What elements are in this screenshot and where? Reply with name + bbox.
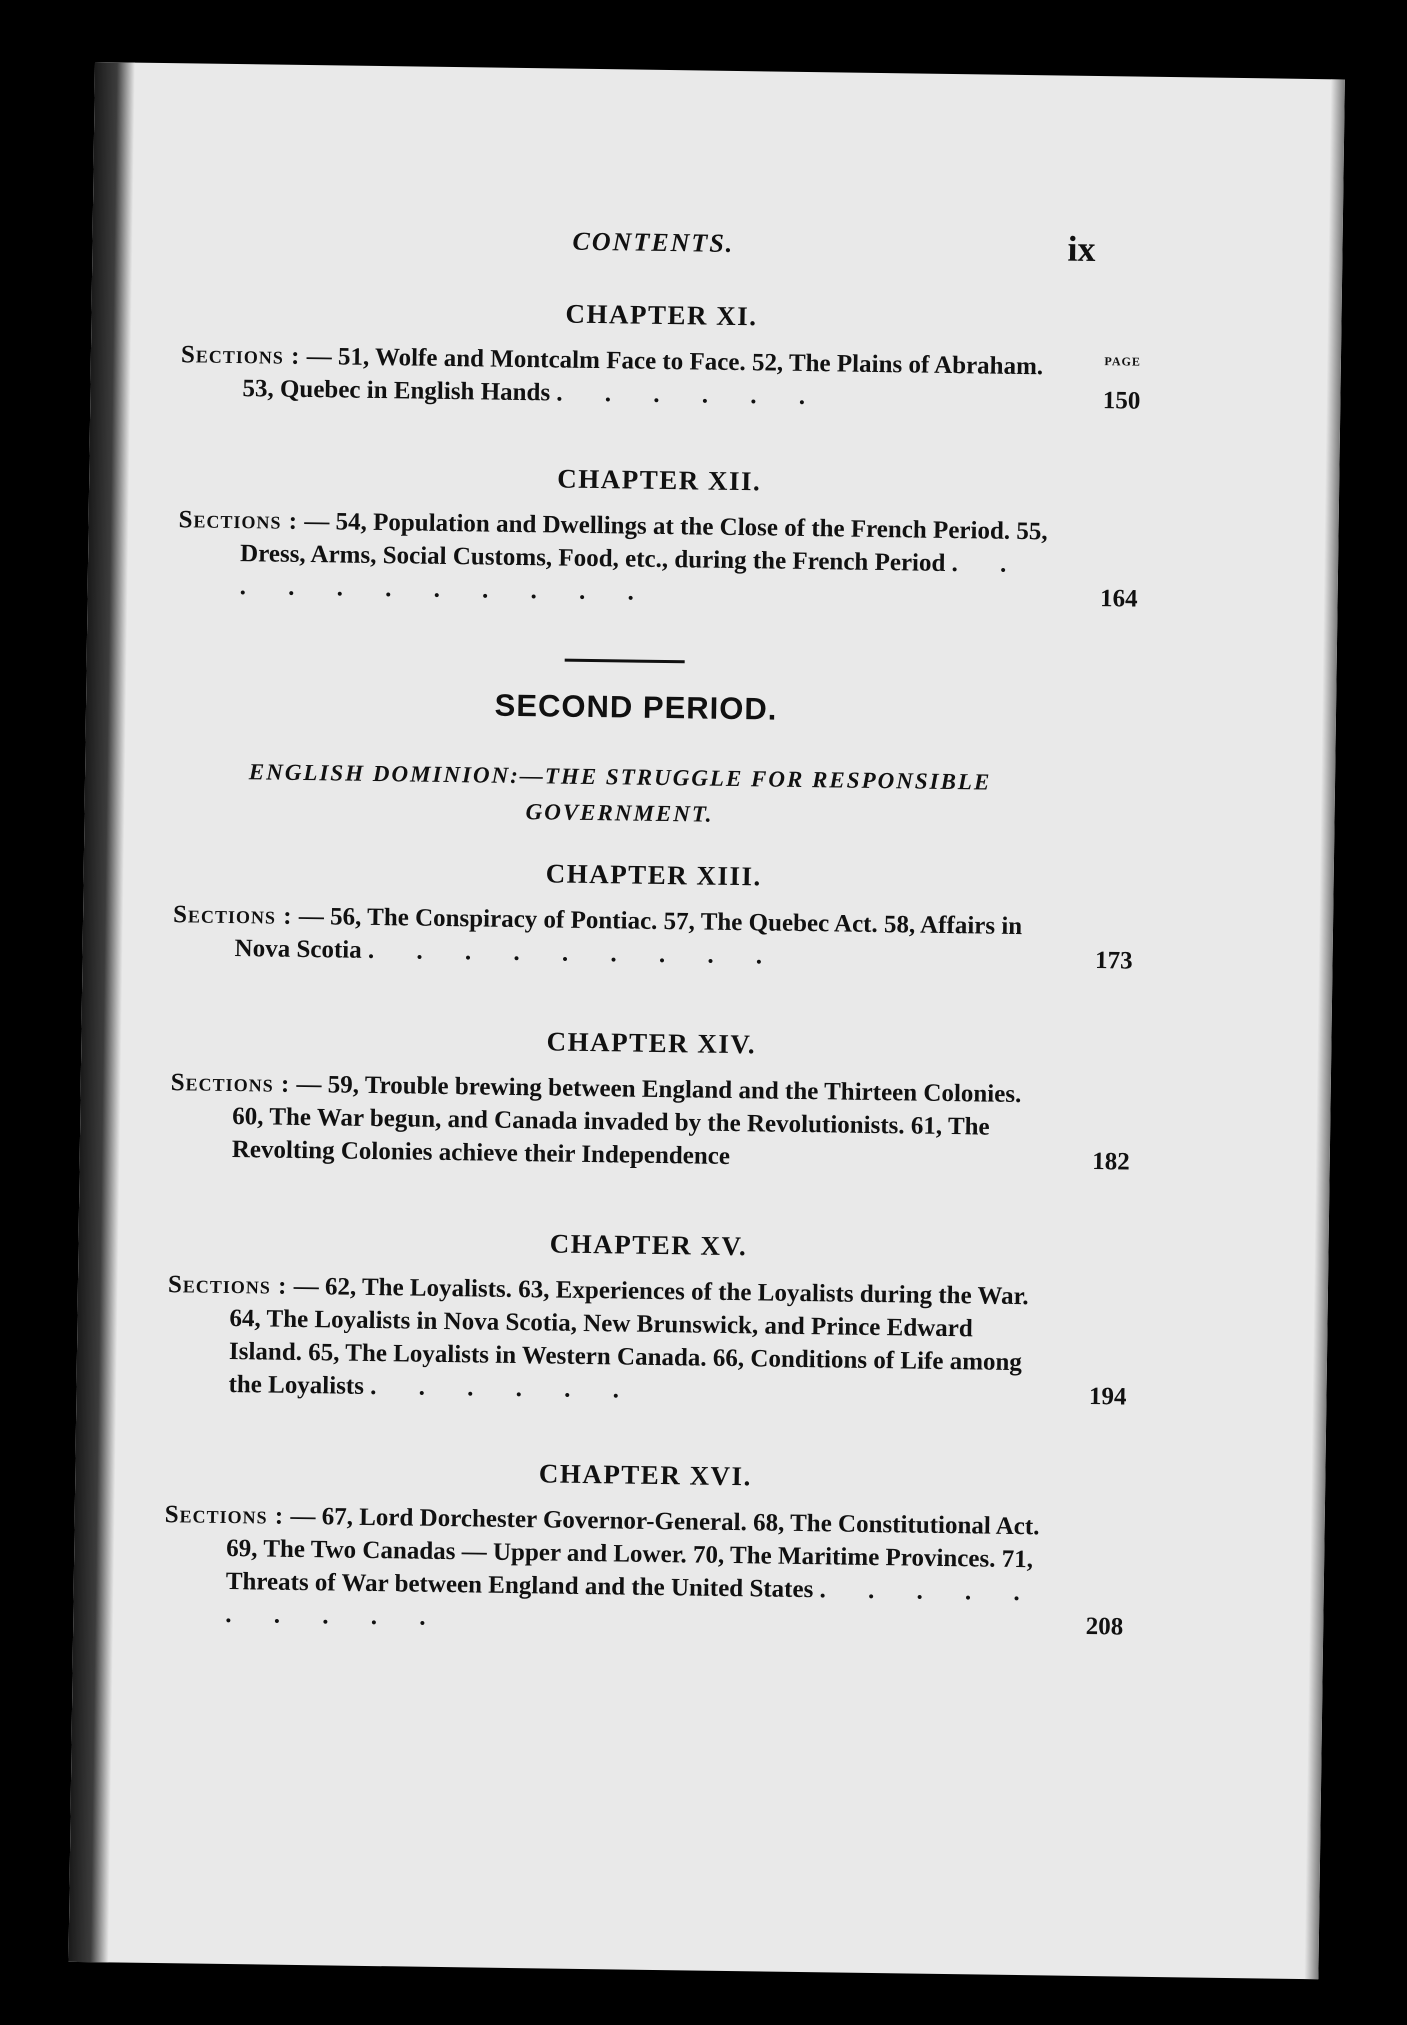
running-title: CONTENTS. (572, 226, 735, 258)
sections-label: Sections : (172, 901, 293, 930)
chapter-page-number: 164 (1099, 585, 1138, 613)
sections-text: — 56, The Conspiracy of Pontiac. 57, The Quebec Act. 58, Affairs in Nova Scotia (234, 902, 1023, 964)
chapter-title: CHAPTER XIV. (546, 1026, 757, 1060)
page-number: ix (1067, 228, 1096, 269)
sections-text: — 59, Trouble brewing between England and the Thirteen Colonies. 60, The War begun, and Canada invaded by the Revolutionists. 61, The Revolting Colonies achieve their Independence (231, 1070, 1022, 1170)
dot-leaders: . . . . . . . . . . . (239, 550, 1025, 606)
sections-text: — 62, The Loyalists. 63, Experiences of the Loyalists during the War. 64, The Loyalists in Nova Scotia, New Brunswick, and Prince Edward Island. 65, The Loyalists in Western Canada. 66, Conditions of Life among the Loyalists (228, 1272, 1029, 1400)
sections-text: — 51, Wolfe and Montcalm Face to Face. 52, The Plains of Abraham. 53, Quebec in English Hands (242, 342, 1044, 407)
sections-label: Sections : (180, 341, 301, 370)
chapter-xii (177, 458, 1139, 615)
chapter-title: CHAPTER XII. (557, 463, 762, 497)
chapter-entry (177, 503, 1138, 615)
sections-label: Sections : (178, 506, 299, 535)
chapter-entry (166, 1268, 1128, 1413)
section-divider (565, 659, 685, 664)
chapter-xv (166, 1223, 1128, 1413)
chapter-page-number: 182 (1092, 1148, 1130, 1176)
chapter-page-number: 173 (1094, 947, 1133, 975)
chapter-entry (172, 898, 1133, 977)
chapter-entry (180, 338, 1141, 417)
chapter-page-number: 208 (1085, 1612, 1124, 1641)
dot-leaders: . . . . . . (556, 379, 824, 411)
sections-label: Sections : (164, 1501, 285, 1530)
chapter-xvi (163, 1453, 1125, 1643)
period-title: SECOND PERIOD. (494, 687, 778, 727)
sections-label: Sections : (167, 1271, 288, 1300)
chapter-title: CHAPTER XIII. (545, 858, 762, 892)
sections-label: Sections : (170, 1069, 291, 1098)
dot-leaders: . . . . . . . . . (367, 936, 781, 970)
chapter-page-number: 194 (1088, 1383, 1127, 1411)
chapter-title: CHAPTER XI. (565, 298, 758, 332)
period-subtitle: ENGLISH DOMINION:—THE STRUGGLE FOR RESPONSIBLE GOVERNMENT. (248, 759, 992, 827)
chapter-xiv (170, 1021, 1132, 1178)
dot-leaders: . . . . . . . . . . (225, 1576, 1038, 1632)
sections-text: — 54, Population and Dwellings at the Close of the French Period. 55, Dress, Arms, Social Customs, Food, etc., during the French Period (239, 507, 1048, 577)
chapter-xiii (172, 853, 1133, 977)
chapter-entry (163, 1498, 1125, 1643)
chapter-entry (170, 1066, 1131, 1178)
running-head (92, 212, 1343, 289)
dot-leaders: . . . . . . (370, 1372, 638, 1404)
book-page (68, 62, 1344, 1979)
sections-text: — 67, Lord Dorchester Governor-General. 68, The Constitutional Act. 69, The Two Canadas — Upper and Lower. 70, The Maritime Provinces. 71, Threats of War between England and the United States (225, 1502, 1040, 1604)
chapter-title: CHAPTER XVI. (538, 1458, 753, 1492)
chapter-xi (180, 293, 1141, 417)
chapter-page-number: 150 (1102, 387, 1141, 415)
chapter-title: CHAPTER XV. (549, 1228, 748, 1262)
page-column-label: PAGE (1104, 354, 1142, 369)
contents-page (68, 62, 1344, 1979)
